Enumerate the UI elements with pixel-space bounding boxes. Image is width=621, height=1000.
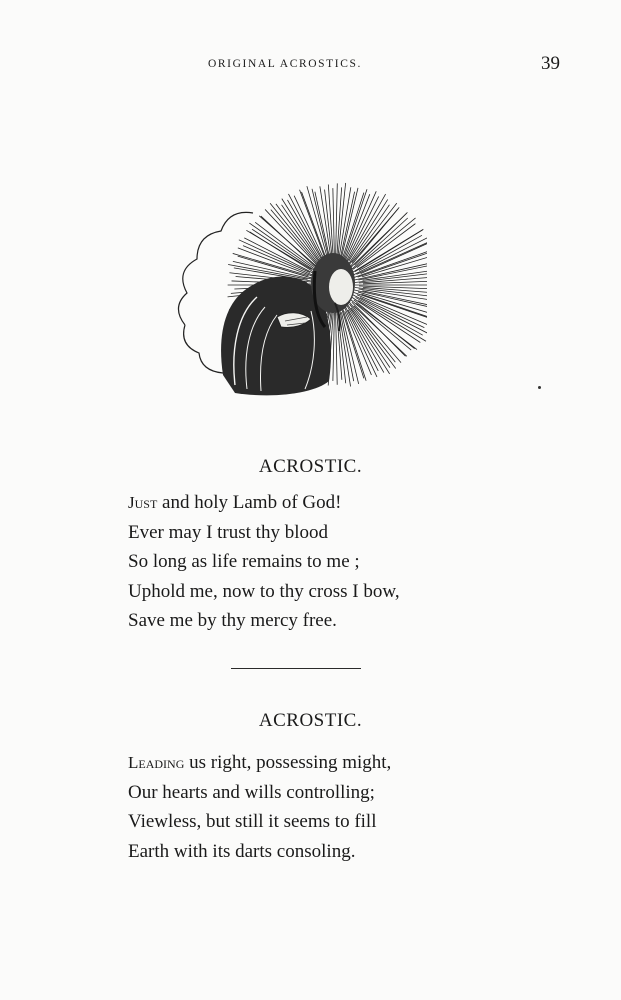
running-head: ORIGINAL ACROSTICS.	[208, 58, 362, 70]
line-text: us right, possessing might,	[184, 752, 392, 773]
ink-speck	[538, 386, 541, 389]
poem-line: So long as life remains to me ;	[128, 551, 360, 572]
halo-ray	[362, 256, 427, 276]
poem-line: Our hearts and wills controlling;	[128, 781, 375, 803]
poem-title: ACROSTIC.	[258, 710, 363, 731]
kneeling-christ-engraving-icon	[165, 175, 427, 415]
halo-ray	[276, 204, 319, 262]
poem-line: Save me by thy mercy free.	[128, 610, 337, 631]
poem-title: ACROSTIC.	[258, 456, 363, 477]
halo-ray	[338, 183, 346, 261]
halo-ray	[300, 190, 326, 259]
halo-ray	[336, 309, 338, 385]
poem-line: Uphold me, now to thy cross I bow,	[128, 580, 400, 602]
halo-ray	[336, 183, 338, 257]
poem-body	[128, 748, 391, 866]
poem-line	[128, 748, 391, 778]
halo-ray	[270, 203, 320, 266]
halo-ray	[288, 194, 326, 267]
halo-ray	[255, 222, 314, 266]
page-number: 39	[541, 53, 560, 74]
poem-line: Ever may I trust thy blood	[128, 521, 328, 543]
poem-line: Earth with its darts consoling.	[128, 840, 356, 862]
halo-ray	[333, 313, 335, 381]
poem-body	[128, 488, 400, 636]
halo-ray	[341, 304, 366, 381]
halo-ray	[344, 303, 379, 371]
poem-line	[128, 488, 400, 518]
halo-ray	[249, 223, 316, 270]
halo-ray	[359, 235, 422, 270]
section-divider	[231, 668, 361, 669]
line-text: and holy Lamb of God!	[157, 492, 342, 513]
poem-line: Viewless, but still it seems to fill	[128, 811, 377, 832]
line-lead: Leading	[128, 753, 185, 772]
line-lead: Just	[128, 493, 158, 512]
